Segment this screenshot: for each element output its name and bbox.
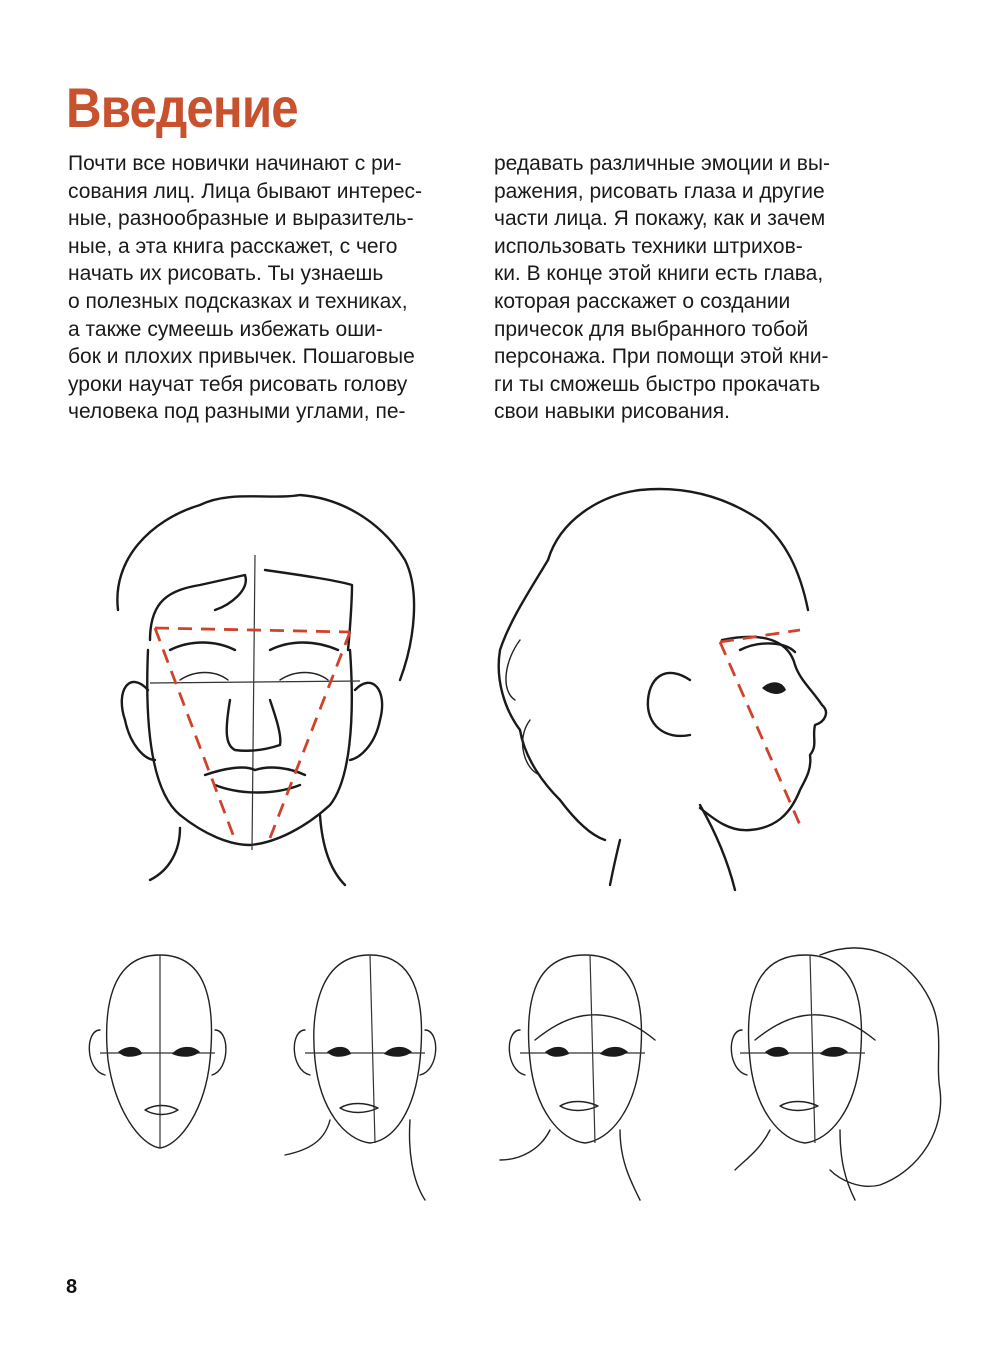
- face-step-3-drawing: [500, 955, 655, 1200]
- text-line: причесок для выбранного тобой: [494, 317, 809, 341]
- text-line: начать их рисовать. Ты узнаешь: [68, 262, 384, 286]
- text-line: ги ты сможешь быстро прокачать: [494, 372, 821, 396]
- face-step-4-drawing: [731, 948, 940, 1200]
- text-line: бок и плохих привычек. Пошаговые: [68, 345, 415, 369]
- text-line: персонажа. При помощи этой кни-: [494, 345, 829, 369]
- text-line: уроки научат тебя рисовать голову: [68, 372, 408, 396]
- text-line: редавать различные эмоции и вы-: [494, 152, 830, 175]
- text-line: человека под разными углами, пе-: [68, 400, 406, 424]
- face-step-2-drawing: [285, 955, 436, 1200]
- text-line: которая расскажет о создании: [494, 289, 791, 313]
- text-line: ные, а эта книга расскажет, с чего: [68, 234, 398, 258]
- text-line: о полезных подсказках и техниках,: [68, 289, 408, 313]
- text-line: использовать техники штрихов-: [494, 234, 803, 258]
- text-line: ражения, рисовать глаза и другие: [494, 179, 825, 203]
- page-title: Введение: [66, 76, 298, 139]
- text-line: ные, разнообразные и выразитель-: [68, 207, 414, 231]
- text-line: ки. В конце этой книги есть глава,: [494, 262, 824, 286]
- text-line: сования лиц. Лица бывают интерес-: [68, 179, 422, 203]
- face-step-1-drawing: [89, 955, 226, 1148]
- female-head-profile-drawing: [499, 489, 826, 890]
- page-number: 8: [66, 1276, 78, 1298]
- text-line: свои навыки рисования.: [494, 400, 730, 424]
- text-line: а также сумеешь избежать оши-: [68, 317, 383, 341]
- male-head-front-drawing: [117, 495, 414, 885]
- text-line: Почти все новички начинают с ри-: [68, 152, 402, 175]
- text-line: части лица. Я покажу, как и зачем: [494, 207, 826, 231]
